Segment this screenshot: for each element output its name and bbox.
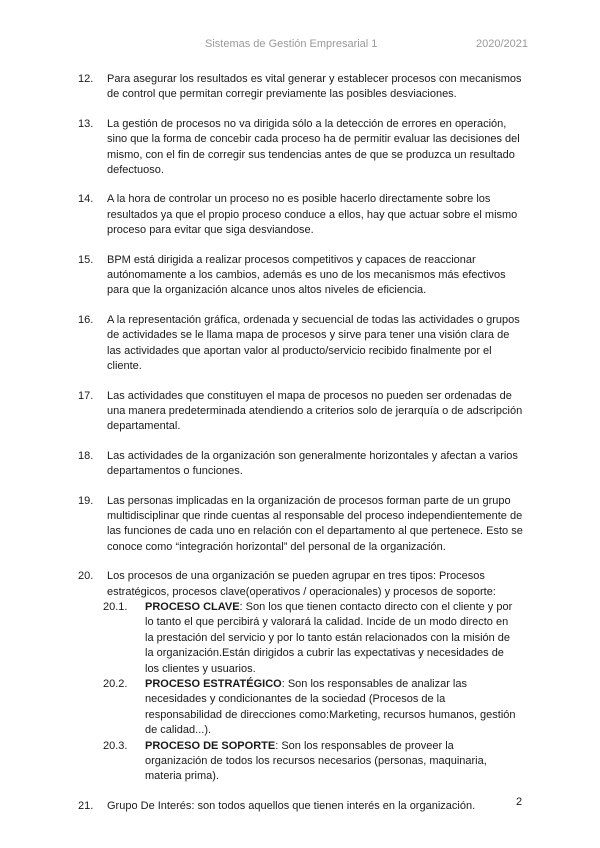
item-text: A la hora de controlar un proceso no es posible hacerlo directamente sobre los resultados ya que el propio proceso conduce a ellos, hay que actuar sobre el mismo proceso para evitar que siga desviandose. <box>107 193 518 237</box>
item-number: 21. <box>78 799 94 812</box>
list-item <box>0 192 600 238</box>
item-text: Los procesos de una organización se pueden agrupar en tres tipos: Procesos estratégicos, procesos clave(operativos / operacionales) y procesos de soporte: <box>107 570 496 598</box>
sub-item-text <box>145 739 517 785</box>
item-text: La gestión de procesos no va dirigida sólo a la detección de errores en operación, sino que la forma de concebir cada proceso ha de permitir evaluar las decisiones del mismo, con el fin de corregir sus tendencias antes de que se produzca un resultado defectuoso. <box>107 117 520 177</box>
list-item <box>0 569 600 600</box>
item-number: 13. <box>78 117 94 130</box>
page-header <box>0 38 600 52</box>
item-number: 14. <box>78 193 94 206</box>
list-item <box>0 313 600 375</box>
item-number: 20. <box>78 570 94 583</box>
item-number: 12. <box>78 73 94 85</box>
sub-item-text <box>145 677 517 739</box>
sub-item-term: PROCESO CLAVE <box>145 600 240 613</box>
sub-item-text <box>145 600 517 677</box>
sub-item-number: 20.1. <box>103 600 128 613</box>
sub-item-number: 20.2. <box>103 678 128 690</box>
item-text: Grupo De Interés: son todos aquellos que tienen interés en la organización. <box>107 799 476 812</box>
list-item <box>0 449 600 480</box>
header-year: 2020/2021 <box>476 38 528 50</box>
list-item <box>0 72 600 103</box>
sub-item <box>0 600 600 677</box>
sub-item <box>0 677 600 739</box>
item-number: 15. <box>78 253 94 266</box>
sub-item-term: PROCESO DE SOPORTE <box>145 739 276 752</box>
list-item <box>0 389 600 435</box>
item-text: Las actividades de la organización son generalmente horizontales y afectan a varios departamentos o funciones. <box>107 449 518 478</box>
document-body <box>0 72 600 814</box>
item-number: 18. <box>78 449 94 462</box>
item-text: Para asegurar los resultados es vital generar y establecer procesos con mecanismos de control que permitan corregir previamente las posibles desviaciones. <box>107 73 522 101</box>
sub-item <box>0 739 600 785</box>
sub-item-description: : Son los responsables de proveer la organización de todos los recursos necesarios (personas, maquinaria, materia prima). <box>145 739 487 783</box>
item-number: 17. <box>78 389 94 402</box>
list-item <box>0 117 600 179</box>
item-text: Las personas implicadas en la organización de procesos forman parte de un grupo multidisciplinar que rinde cuentas al responsable del proceso independientemente de las funciones de cada uno en relación con el departamento al que pertenece. Esto se conoce como “integración horizontal” del personal de la organización. <box>107 494 523 553</box>
item-text: BPM está dirigida a realizar procesos competitivos y capaces de reaccionar autónomamente a los cambios, además es uno de los mecanismos más efectivos para que la organización alcance unos altos niveles de eficiencia. <box>107 253 506 297</box>
list-item <box>0 799 600 814</box>
header-title: Sistemas de Gestión Empresarial 1 <box>205 38 378 50</box>
sub-item-description: : Son los responsables de analizar las necesidades y condicionantes de la sociedad (Procesos de la responsabilidad de direcciones como:Marketing, recursos humanos, gestión de calidad...). <box>145 678 516 737</box>
sub-item-description: : Son los que tienen contacto directo con el cliente y por lo tanto el que percibirá y valorará la calidad. Incide de un modo directo en la prestación del servicio y por lo tanto están relacionados con la misión de la organización.Están dirigidos a cubrir las expectativas y necesidades de los clientes y usuarios. <box>145 600 513 675</box>
item-number: 16. <box>78 313 94 326</box>
item-number: 19. <box>78 494 94 507</box>
item-text: A la representación gráfica, ordenada y secuencial de todas las actividades o grupos de actividades se le llama mapa de procesos y sirve para tener una visión clara de las actividades que aportan valor al producto/servicio recibido finalmente por el cliente. <box>107 313 520 373</box>
list-item <box>0 253 600 299</box>
page-number: 2 <box>516 796 523 808</box>
sub-item-number: 20.3. <box>103 739 128 752</box>
item-text: Las actividades que constituyen el mapa de procesos no pueden ser ordenadas de una manera predeterminada atendiendo a criterios solo de jerarquía o de adscripción departamental. <box>107 389 523 433</box>
list-item <box>0 494 600 556</box>
sub-item-term: PROCESO ESTRATÉGICO <box>145 678 282 690</box>
